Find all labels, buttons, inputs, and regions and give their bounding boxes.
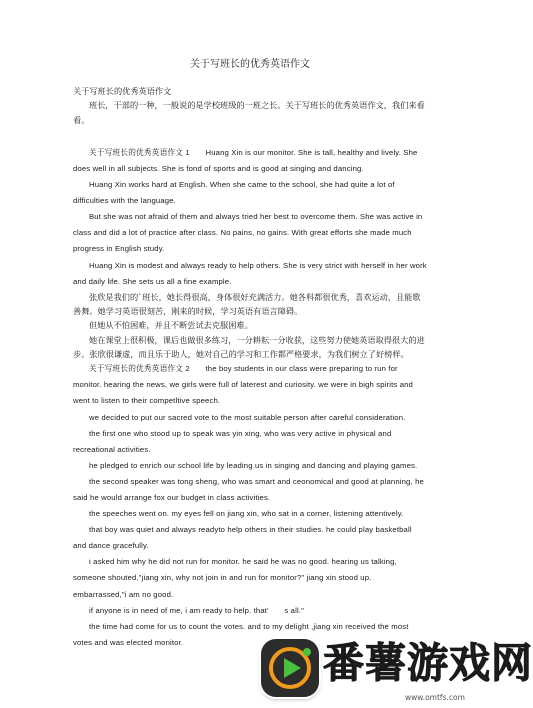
essay1-paragraph-1: 关于写班长的优秀英语作文 1 Huang Xin is our monitor. She is tall, healthy and lively. She does well in all subjects. She is fond of sports and is good at singing and dancing. (73, 147, 418, 173)
essay2-paragraph-4: he pledged to enrich our school life by leading us in singing and dancing and playing games. (89, 460, 418, 470)
watermark-logo-icon (261, 639, 319, 697)
essay2-paragraph-8: i asked him why he did not run for monitor. he said he was no good. hearing us talking, someone shouted,"jiang xin, why not join in and run for monitor?" jiang xin stood up. embarrassed,"i am no good. (73, 557, 397, 599)
document-title: 关于写班长的优秀英语作文 (190, 59, 310, 70)
essay2-paragraph-7: that boy was quiet and always readyto help others in their studies. he could play basketball and dance gracefully. (73, 525, 412, 551)
essay1-translation-3: 她在课堂上很积极，课后也做很多练习，一分耕耘一分收获，这些努力使她英语取得很大的进步。张欣很谦虚，而且乐于助人，她对自己的学习和工作都严格要求，为我们树立了好榜样。 (73, 334, 425, 359)
intro-paragraph: 班长，干部的一种，一般说的是学校班级的一班之长。关于写班长的优秀英语作文，我们来看看。 (73, 100, 425, 125)
site-watermark (255, 637, 533, 708)
essay1-translation-2: 但她从不怕困难，并且不断尝试去克服困难。 (89, 320, 253, 331)
essay-heading: 关于写班长的优秀英语作文 (73, 86, 172, 96)
essay2-paragraph-10: the time had come for us to count the votes. and to my delight ,jiang xin received the most votes and was elected monitor. (73, 621, 409, 647)
essay2-paragraph-5: the second speaker was tong sheng, who was smart and ceonomical and good at planning, he said he would arrange fox our budget in class activities. (73, 476, 424, 502)
watermark-brand: 番薯游戏网 (323, 639, 533, 687)
document-body (73, 84, 427, 651)
essay1-paragraph-4: Huang Xin is modest and always ready to help others. She is very strict with herself in her work and daily life. She sets us all a fine example. (73, 260, 427, 286)
essay1-paragraph-3: But she was not afraid of them and always tried her best to overcome them. She was active in class and did a lot of practice after class. No pains, no gains. With great efforts she made much progress in English study. (73, 212, 423, 254)
essay1-translation-1: 张欣是我们的`班长，她长得很高，身体很好充满活力。她各科都很优秀，喜欢运动，且能歌善舞。她学习英语很刻苦，刚来的时候，学习英语有语言障碍。 (73, 291, 421, 317)
watermark-url: www.omtfs.com (405, 693, 465, 702)
essay2-paragraph-3: the first one who stood up to speak was yin xing, who was very active in physical and recreational activities. (73, 428, 392, 454)
essay2-paragraph-2: we decided to put our sacred vote to the most suitable person after careful consideration. (89, 412, 406, 422)
essay2-paragraph-6: the speeches went on. my eyes fell on jiang xin, who sat in a corner, listening attentively. (89, 509, 404, 519)
essay2-paragraph-1: 关于写班长的优秀英语作文 2 the boy students in our class were preparing to run for monitor. hearing the news, we girls were full of laterest and curiosity. we were in bigh spirits and went to listen to their competltive speech. (73, 364, 413, 406)
essay1-paragraph-2: Huang Xin works hard at English. When she came to the school, she had quite a lot of difficulties with the language. (73, 180, 395, 206)
essay2-paragraph-9: if anyone is in need of me, i am ready to help. that' s all." (89, 605, 305, 615)
